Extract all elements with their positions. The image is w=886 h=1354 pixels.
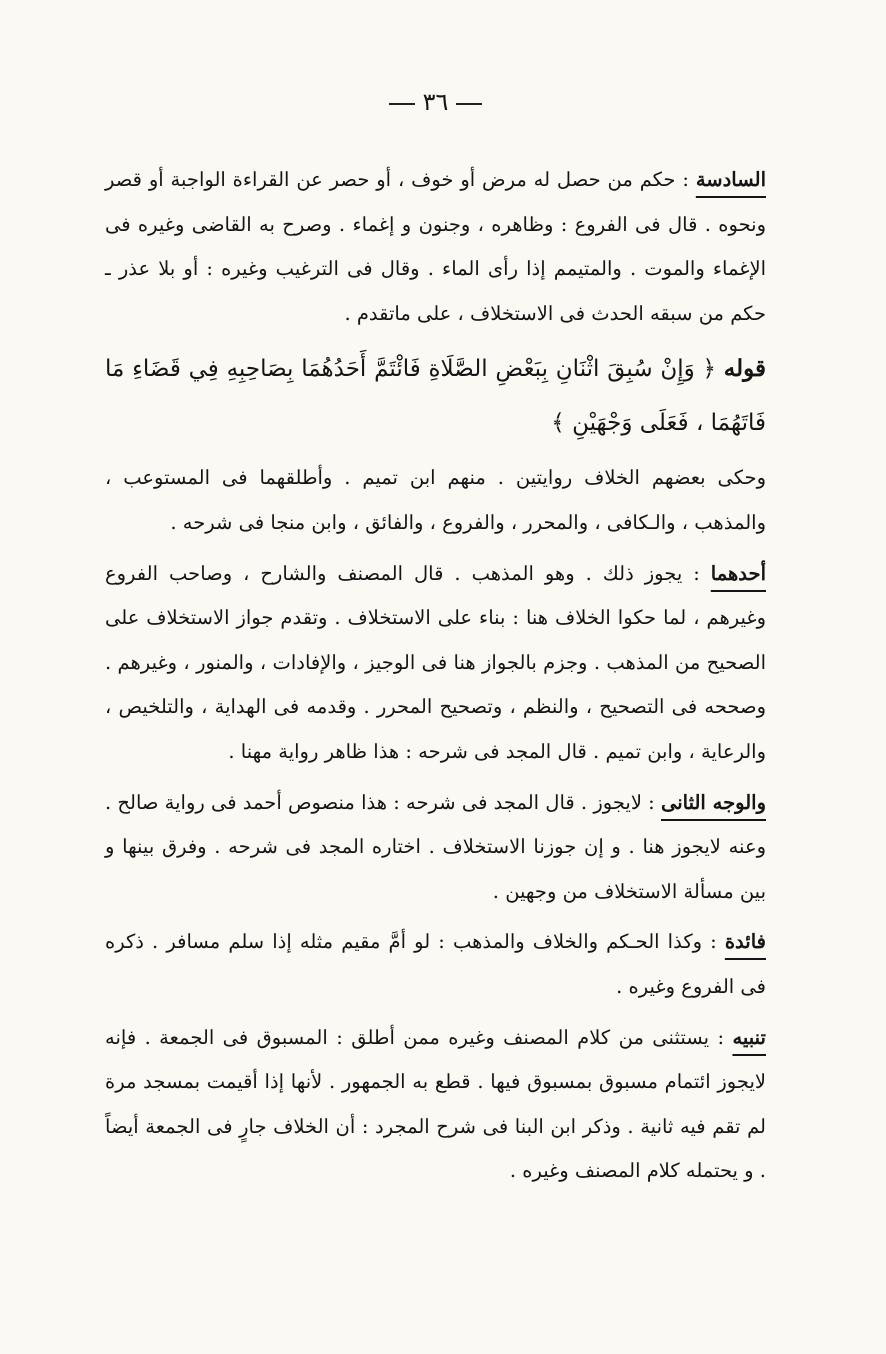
paragraph-sadisa [105,158,766,336]
paragraph-lead: تنبيه [732,1025,766,1049]
paragraph-lead: فائدة [724,930,766,954]
paragraph-lead: السادسة [695,168,766,191]
quoted-text: ﴿ وَإِنْ سُبِقَ اثْنَانِ بِبَعْضِ الصَّلَاةِ فَائْتَمَّ أَحَدُهُمَا بِصَاحِبِهِ فِي قَضَاءِ مَا فَاتَهُمَا ، فَعَلَى وَجْهَيْنِ ﴾ [105,356,766,437]
paragraph-wajh-thani [105,781,766,915]
paragraph-lead: والوجه الثانى [660,790,766,814]
paragraph-lead: قوله [723,355,767,383]
paragraph-riwayatayn [105,456,766,545]
page-number-dash-left [389,103,415,105]
paragraph-faida [105,920,766,1009]
paragraph-text: : لايجوز . قال المجد فى شرحه : هذا منصوص أحمد فى رواية صالح . وعنه لايجوز هنا . و إن جوزنا الاستخلاف . اختاره المجد فى شرحه . وفرق بينها و بين مسألة الاستخلاف من وجهين . [105,790,766,903]
paragraph-text: : يجوز ذلك . وهو المذهب . قال المصنف والشارح ، وصاحب الفروع وغيرهم ، لما حكوا الخلاف هنا : بناء على الاستخلاف . وتقدم جواز الاستخلاف على الصحيح من المذهب . وجزم بالجواز هنا فى الوجيز ، والإفادات ، والمنور ، وغيرهم . وصححه فى التصحيح ، والنظم ، وتصحيح المحرر . وقدمه فى الهداية ، والتلخيص ، والرعاية ، وابن تميم . قال المجد فى شرحه : هذا ظاهر رواية مهنا . [105,561,766,763]
paragraph-text: : حكم من حصل له مرض أو خوف ، أو حصر عن القراءة الواجبة أو قصر ونحوه . قال فى الفروع : وظاهره ، وجنون و إغماء . وصرح به القاضى وغيره فى الإغماء والموت . والمتيمم إذا رأى الماء . وقال فى الترغيب وغيره : أو بلا عذر ـ حكم من سبقه الحدث فى الاستخلاف ، على ماتقدم . [105,168,766,325]
page-number-value: ٣٦ [422,88,449,116]
paragraph-lead: أحدهما [710,561,766,585]
page-number [105,86,766,118]
paragraph-tanbih [105,1016,766,1194]
paragraph-text: : وكذا الحـكم والخلاف والمذهب : لو أمَّ مقيم مثله إذا سلم مسافر . ذكره فى الفروع وغيره . [105,930,766,998]
paragraph-text: : يستثنى من كلام المصنف وغيره ممن أطلق : المسبوق فى الجمعة . فإنه لايجوز ائتمام مسبوق بمسبوق فيها . قطع به الجمهور . لأنها إذا أقيمت بمسجد مرة لم تقم فيه ثانية . وذكر ابن البنا فى شرح المجرد : أن الخلاف جارٍ فى الجمعة أيضاً . و يحتمله كلام المصنف وغيره . [105,1025,766,1183]
paragraph-ahaduhuma [105,552,766,775]
page-number-dash-right [456,103,482,105]
paragraph-text: وحكى بعضهم الخلاف روايتين . منهم ابن تميم . وأطلقهما فى المستوعب ، والمذهب ، والـكافى ، والمحرر ، والفروع ، والفائق ، وابن منجا فى شرحه . [105,466,766,534]
quoted-text-block [105,342,766,450]
